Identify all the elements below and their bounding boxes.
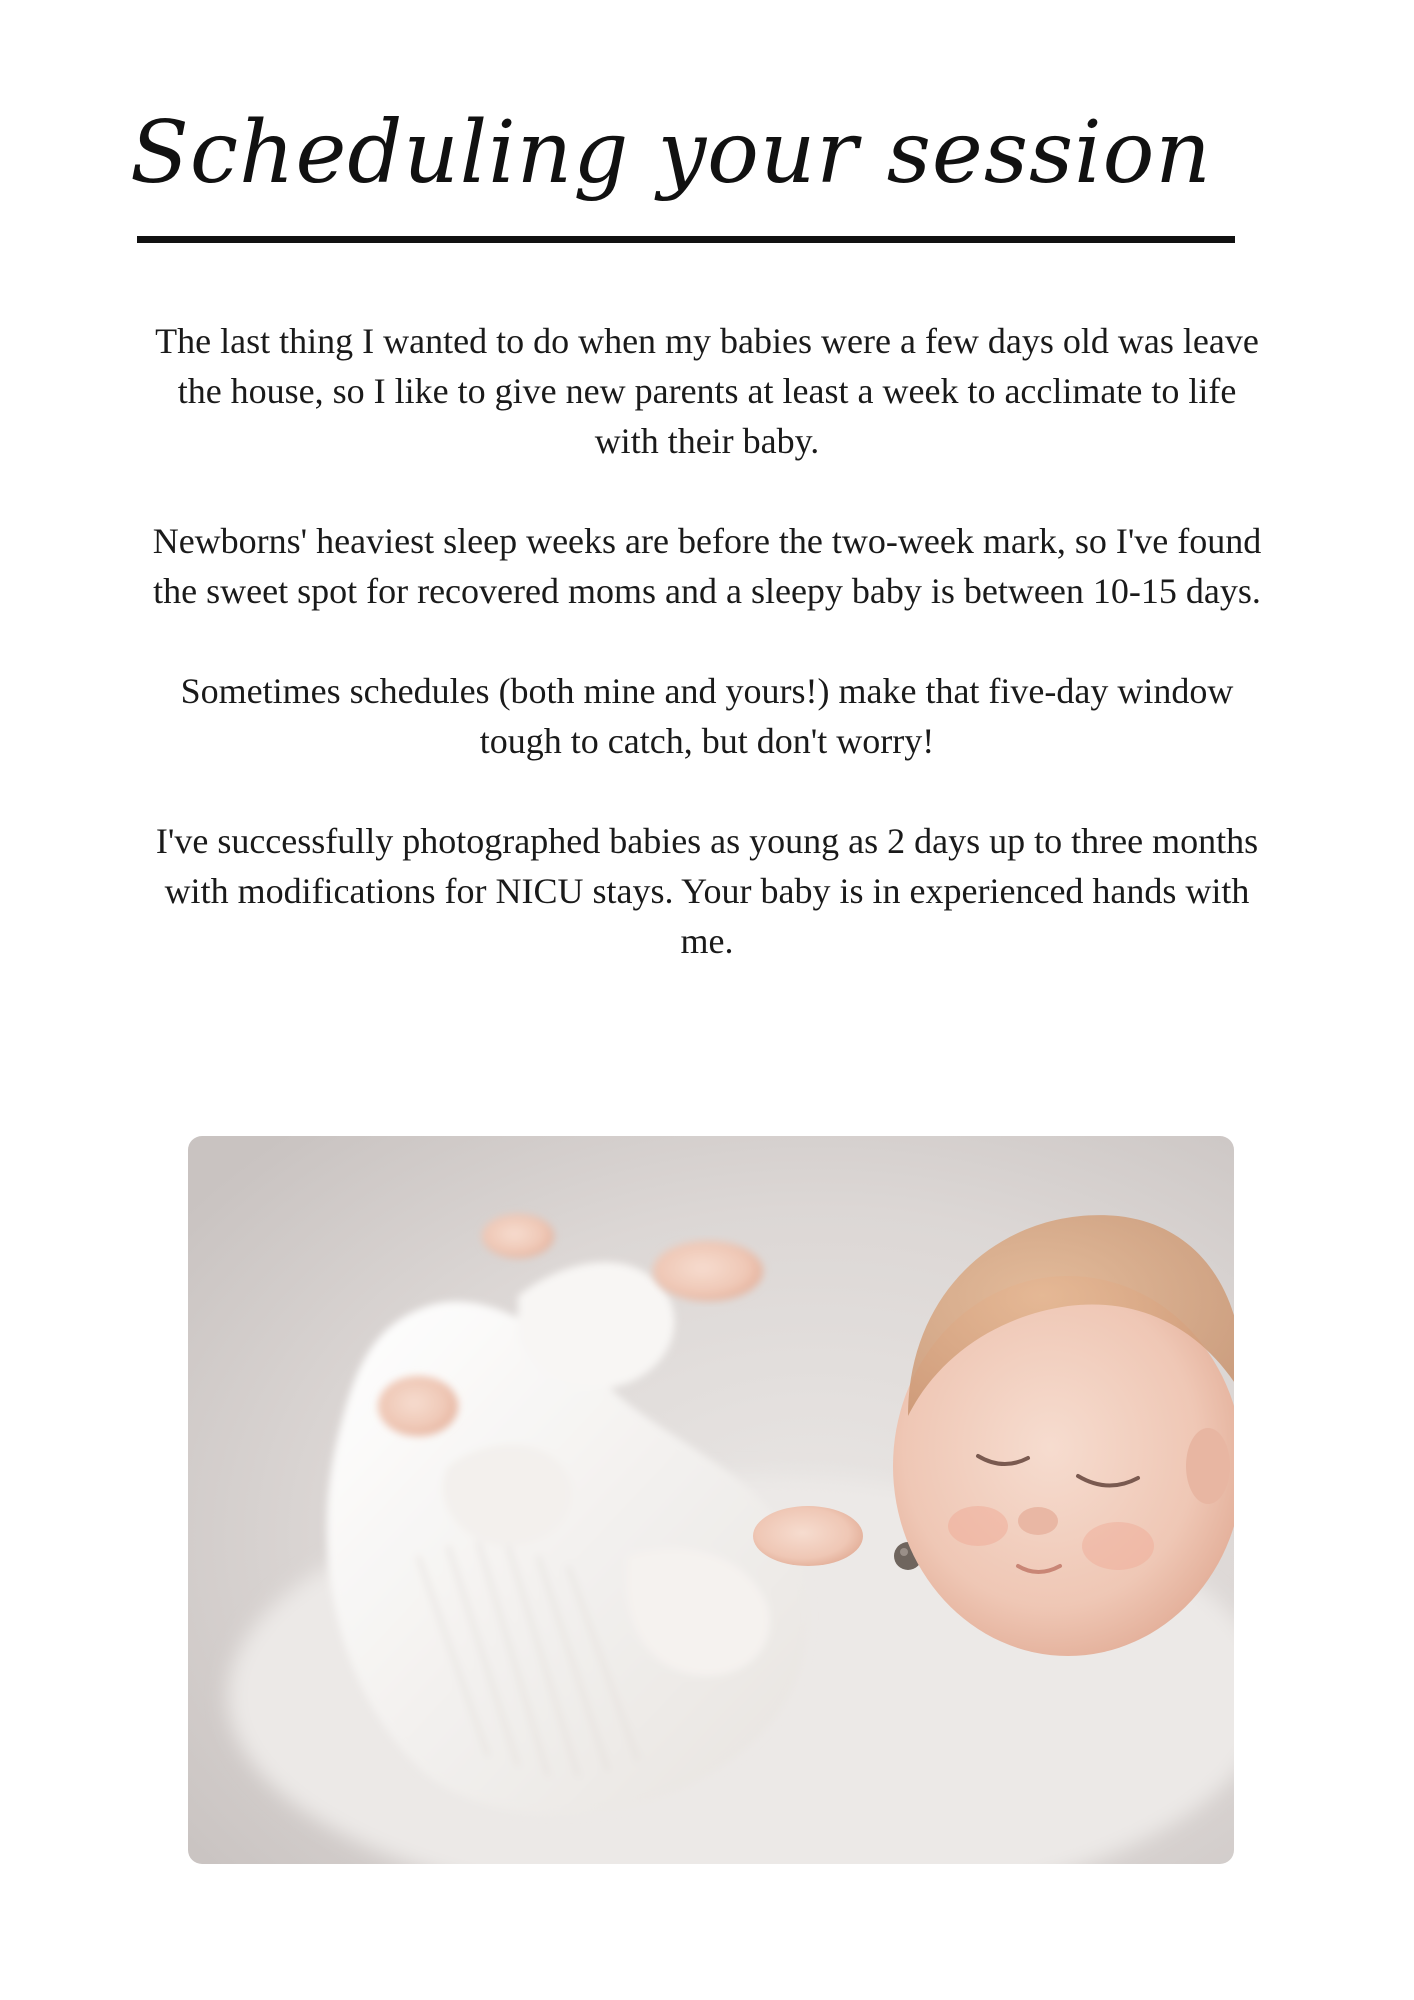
paragraph-schedules: Sometimes schedules (both mine and yours!) make that five-day window tough to catch, but don't worry! [180, 671, 1234, 761]
newborn-photo [188, 1136, 1234, 1864]
title-underline-divider [137, 236, 1235, 243]
paragraph-sleep-weeks: Newborns' heaviest sleep weeks are before the two-week mark, so I've found the sweet spot for recovered moms and a sleepy baby is between 10-15 days. [152, 521, 1262, 611]
paragraph-experience: I've successfully photographed babies as young as 2 days up to three months with modifications for NICU stays. Your baby is in experienced hands with me. [155, 821, 1259, 961]
body-text [150, 316, 1264, 966]
newborn-photo-illustration [188, 1136, 1234, 1864]
page-title: Scheduling your session [130, 103, 1212, 203]
paragraph-intro: The last thing I wanted to do when my babies were a few days old was leave the house, so I like to give new parents at least a week to acclimate to life with their baby. [155, 321, 1259, 461]
